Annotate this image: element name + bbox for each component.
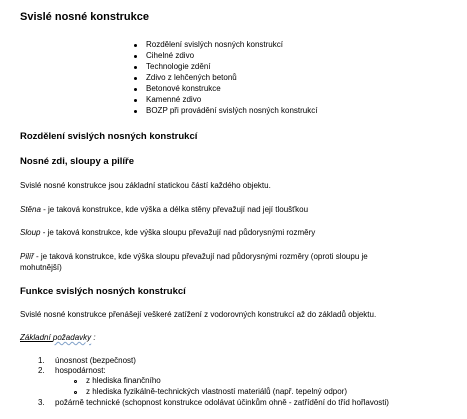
bullet-icon <box>134 88 137 91</box>
list-item: hospodárnost: <box>55 366 106 375</box>
section-heading: Rozdělení svislých nosných konstrukcí <box>20 131 198 142</box>
toc-item: BOZP při provádění svislých nosných konstrukcí <box>146 106 318 115</box>
requirements-label-underlined: Základní <box>20 333 53 342</box>
list-number: 1. <box>38 356 45 365</box>
requirements-label-squiggle: požadavky <box>52 333 92 342</box>
requirements-label <box>20 333 96 342</box>
list-number: 3. <box>38 398 45 407</box>
definition-text: - je taková konstrukce, kde výška sloupu převažují nad půdorysnými rozměry <box>40 228 316 237</box>
paragraph: Svislé nosné konstrukce jsou základní statickou částí každého objektu. <box>20 181 271 190</box>
term: Stěna <box>20 205 41 214</box>
list-item: požárně technické (schopnost konstrukce odolávat účinkům ohně - zatřídění do tříd hořlavosti) <box>55 398 389 407</box>
bullet-icon <box>134 66 137 69</box>
bullet-icon <box>134 99 137 102</box>
list-number: 2. <box>38 366 45 375</box>
bullet-icon <box>134 77 137 80</box>
circle-bullet-icon <box>74 391 77 394</box>
bullet-icon <box>134 44 137 47</box>
circle-bullet-icon <box>74 380 77 383</box>
toc-item: Betonové konstrukce <box>146 84 221 93</box>
sublist-item: z hlediska fyzikálně-technických vlastností materiálů (např. tepelný odpor) <box>86 387 348 396</box>
term: Pilíř <box>20 252 34 261</box>
definition-wall <box>20 205 308 214</box>
subsection-heading: Nosné zdi, sloupy a pilíře <box>20 156 135 167</box>
toc-item: Cihelné zdivo <box>146 51 195 60</box>
paragraph: Svislé nosné konstrukce přenášejí veškeré zatížení z vodorovných konstrukcí až do základů objektu. <box>20 310 377 319</box>
term: Sloup <box>20 228 41 237</box>
page-title: Svislé nosné konstrukce <box>20 11 149 23</box>
definition-text: - je taková konstrukce, kde výška a délka stěny převažují nad její tloušťkou <box>40 205 309 214</box>
toc-item: Kamenné zdivo <box>146 95 202 104</box>
bullet-icon <box>134 110 137 113</box>
toc-item: Zdivo z lehčených betonů <box>146 73 237 82</box>
definition-text-continued: mohutnější) <box>20 263 62 272</box>
section-heading: Funkce svislých nosných konstrukcí <box>20 286 186 297</box>
definition-column <box>20 228 315 237</box>
sublist-item: z hlediska finančního <box>86 376 161 385</box>
definition-text: - je taková konstrukce, kde výška sloupu převažují nad půdorysnými rozměry (oproti sloupu je <box>33 252 368 261</box>
requirements-label-rest: : <box>91 333 96 342</box>
bullet-icon <box>134 55 137 58</box>
list-item: únosnost (bezpečnost) <box>55 356 136 365</box>
toc-item: Technologie zdění <box>146 62 211 71</box>
definition-pillar <box>20 252 368 261</box>
toc-item: Rozdělení svislých nosných konstrukcí <box>146 40 283 49</box>
